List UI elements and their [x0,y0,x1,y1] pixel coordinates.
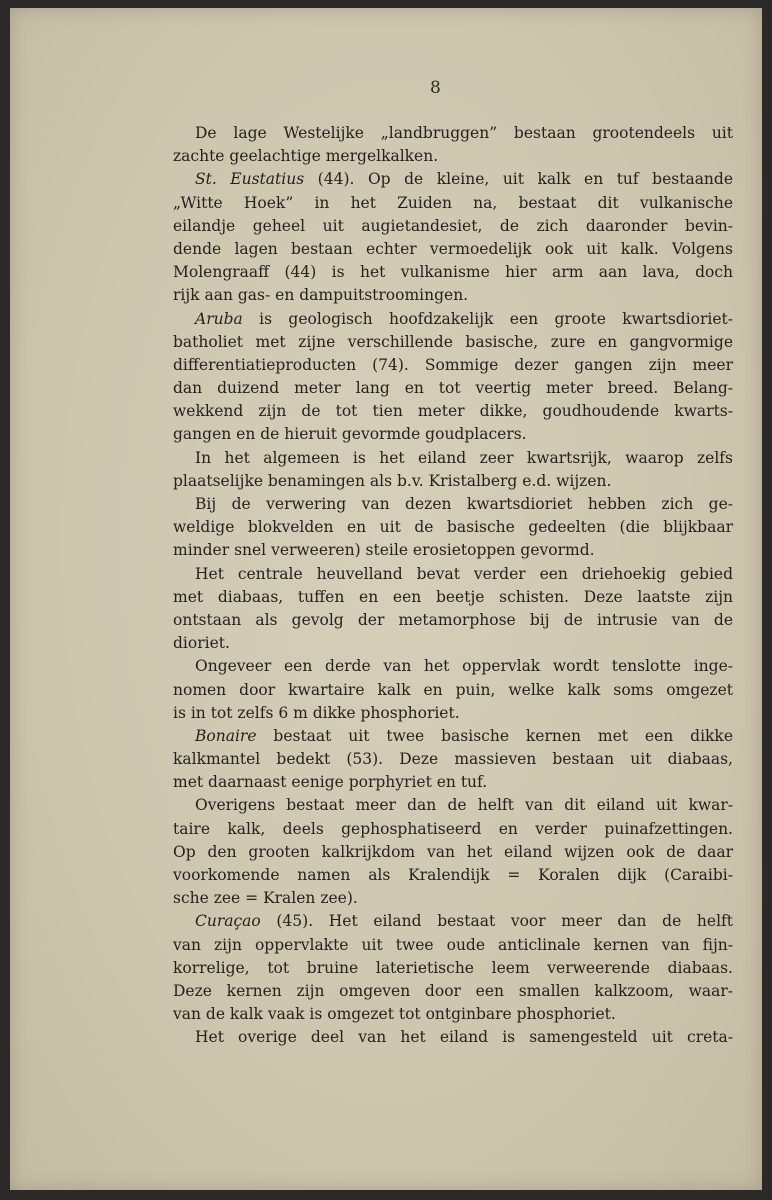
line-text: In het algemeen is het eiland zeer kwartsrijk, waarop zelfs [195,448,733,467]
text-line [173,539,733,562]
line-text: zachte geelachtige mergelkalken. [173,147,439,166]
line-text: Overigens bestaat meer dan de helft van dit eiland uit kwar- [195,796,733,815]
text-line [173,215,733,238]
text-line [173,238,733,261]
line-text: bestaat uit twee basische kernen met een dikke [256,726,733,745]
line-text: Het overige deel van het eiland is samengesteld uit creta- [195,1028,733,1047]
text-line [173,331,733,354]
book-page [10,8,762,1190]
text-line [173,284,733,307]
line-text: met daarnaast eenige porphyriet en tuf. [173,773,488,792]
body-text [173,122,733,1050]
text-line [173,818,733,841]
text-line [173,377,733,400]
text-line [173,980,733,1003]
page-number: 8 [430,78,441,98]
line-text: batholiet met zijne verschillende basische, zure en gangvormige [173,332,733,351]
text-line [173,702,733,725]
text-line [173,145,733,168]
line-text: taire kalk, deels gephosphatiseerd en verder puinafzettingen. [173,819,733,838]
line-text: sche zee = Kralen zee). [173,889,358,908]
text-line [173,516,733,539]
line-text: korrelige, tot bruine laterietische leem verweerende diabaas. [173,958,733,977]
italic-term: St. Eustatius [195,170,305,189]
line-text: is in tot zelfs 6 m dikke phosphoriet. [173,703,460,722]
line-text: Het centrale heuvelland bevat verder een driehoekig gebied [195,564,733,583]
text-line [173,679,733,702]
text-line [173,400,733,423]
text-line [173,655,733,678]
italic-term: Aruba [195,309,243,328]
text-line [173,887,733,910]
text-line [173,934,733,957]
line-text: minder snel verweeren) steile erosietoppen gevormd. [173,541,595,560]
line-text: (45). Het eiland bestaat voor meer dan de helft [260,912,733,931]
text-line [173,354,733,377]
text-line [173,864,733,887]
line-text: differentiatieproducten (74). Sommige dezer gangen zijn meer [173,355,733,374]
line-text: dende lagen bestaan echter vermoedelijk ook uit kalk. Volgens [173,239,733,258]
text-line [173,470,733,493]
line-text: De lage Westelijke „landbruggen” bestaan grootendeels uit [195,124,733,142]
text-line [173,1026,733,1049]
text-line [173,493,733,516]
line-text: Op den grooten kalkrijkdom van het eiland wijzen ook de daar [173,842,733,861]
text-line [173,308,733,331]
text-line [173,794,733,817]
line-text: wekkend zijn de tot tien meter dikke, goudhoudende kwarts- [173,402,733,421]
line-text: met diabaas, tuffen en een beetje schisten. Deze laatste zijn [173,587,733,606]
text-line [173,725,733,748]
line-text: weldige blokvelden en uit de basische gedeelten (die blijkbaar [173,518,733,537]
text-line [173,261,733,284]
line-text: Molengraaff (44) is het vulkanisme hier arm aan lava, doch [173,263,733,282]
text-line [173,910,733,933]
text-line [173,586,733,609]
line-text: „Witte Hoek” in het Zuiden na, bestaat dit vulkanische [173,193,733,212]
text-line [173,423,733,446]
line-text: Ongeveer een derde van het oppervlak wordt tenslotte inge- [195,657,733,676]
line-text: eilandje geheel uit augietandesiet, de zich daaronder bevin- [173,216,733,235]
text-line [173,957,733,980]
text-line [173,563,733,586]
line-text: dioriet. [173,634,230,653]
line-text: Bij de verwering van dezen kwartsdioriet hebben zich ge- [195,495,733,513]
line-text: kalkmantel bedekt (53). Deze massieven bestaan uit diabaas, [173,750,733,769]
line-text: plaatselijke benamingen als b.v. Kristalberg e.d. wijzen. [173,471,612,490]
text-line [173,841,733,864]
line-text: dan duizend meter lang en tot veertig meter breed. Belang- [173,379,733,398]
italic-term: Bonaire [195,726,257,745]
line-text: Deze kernen zijn omgeven door een smallen kalkzoom, waar- [173,981,733,1000]
line-text: nomen door kwartaire kalk en puin, welke kalk soms omgezet [173,680,733,699]
text-line [173,122,733,145]
text-line [173,168,733,191]
text-line [173,632,733,655]
text-line [173,748,733,771]
text-line [173,771,733,794]
line-text: rijk aan gas- en dampuitstroomingen. [173,286,469,305]
line-text: van zijn oppervlakte uit twee oude anticlinale kernen van fijn- [173,935,733,954]
line-text: (44). Op de kleine, uit kalk en tuf bestaande [304,170,734,189]
text-line [173,1003,733,1026]
line-text: is geologisch hoofdzakelijk een groote kwartsdioriet- [242,309,733,328]
italic-term: Curaçao [195,912,261,931]
line-text: gangen en de hieruit gevormde goudplacers. [173,425,527,444]
text-line [173,447,733,470]
text-line [173,609,733,632]
line-text: voorkomende namen als Kralendijk = Koralen dijk (Caraibi- [173,866,733,884]
text-line [173,192,733,215]
line-text: ontstaan als gevolg der metamorphose bij de intrusie van de [173,610,733,629]
line-text: van de kalk vaak is omgezet tot ontginbare phosphoriet. [173,1005,616,1024]
